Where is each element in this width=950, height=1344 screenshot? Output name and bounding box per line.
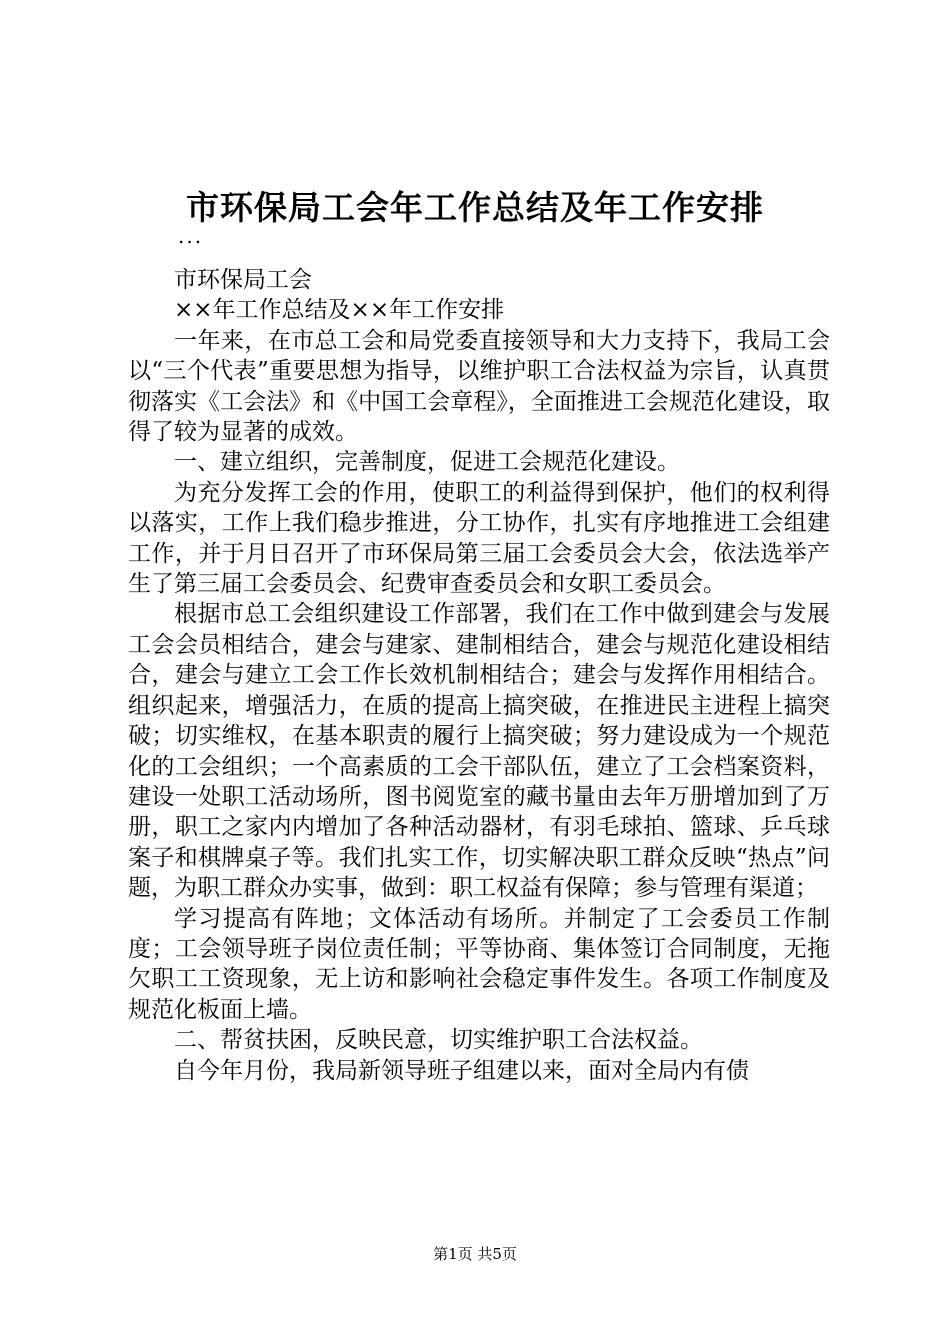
document-title: 市环保局工会年工作总结及年工作安排 — [186, 188, 764, 227]
document-body — [128, 265, 830, 1086]
page-footer: 第1页 共5页 — [433, 1245, 517, 1263]
paragraph: 根据市总工会组织建设工作部署，我们在工作中做到建会与发展工会会员相结合，建会与建家、建制相结合，建会与规范化建设相结合，建会与建立工会工作长效机制相结合；建会与发挥作用相结合。组织起来，增强活力，在质的提高上搞突破，在推进民主进程上搞突破；切实维权，在基本职责的履行上搞突破；努力建设成为一个规范化的工会组织；一个高素质的工会干部队伍，建立了工会档案资料，建设一处职工活动场所，图书阅览室的藏书量由去年万册增加到了万册，职工之家内内增加了各种活动器材，有羽毛球拍、篮球、乒乓球案子和棋牌桌子等。我们扎实工作，切实解决职工群众反映“热点”问题，为职工群众办实事，做到：职工权益有保障；参与管理有渠道； — [128, 601, 830, 902]
section-heading: 二、帮贫扶困，反映民意，切实维护职工合法权益。 — [174, 1027, 703, 1054]
paragraph: 自今年月份，我局新领导班子组建以来，面对全局内有债 — [174, 1057, 749, 1084]
paragraph: ××年工作总结及××年工作安排 — [174, 297, 505, 324]
paragraph: 市环保局工会 — [174, 267, 312, 293]
paragraph: 一年来，在市总工会和局党委直接领导和大力支持下，我局工会以“三个代表”重要思想为指导，以维护职工合法权益为宗旨，认真贯彻落实《工会法》和《中国工会章程》，全面推进工会规范化建设，取得了较为显著的成效。 — [128, 327, 830, 446]
ellipsis-marker: ... — [178, 224, 204, 248]
section-heading: 一、建立组织，完善制度，促进工会规范化建设。 — [174, 449, 680, 476]
paragraph: 为充分发挥工会的作用，使职工的利益得到保护，他们的权利得以落实，工作上我们稳步推进，分工协作，扎实有序地推进工会组建工作，并于月日召开了市环保局第三届工会委员会大会，依法选举产生了第三届工会委员会、纪费审查委员会和女职工委员会。 — [128, 479, 830, 598]
paragraph: 学习提高有阵地；文体活动有场所。并制定了工会委员工作制度；工会领导班子岗位责任制；平等协商、集体签订合同制度，无拖欠职工工资现象，无上访和影响社会稳定事件发生。各项工作制度及规范化板面上墙。 — [128, 905, 830, 1023]
